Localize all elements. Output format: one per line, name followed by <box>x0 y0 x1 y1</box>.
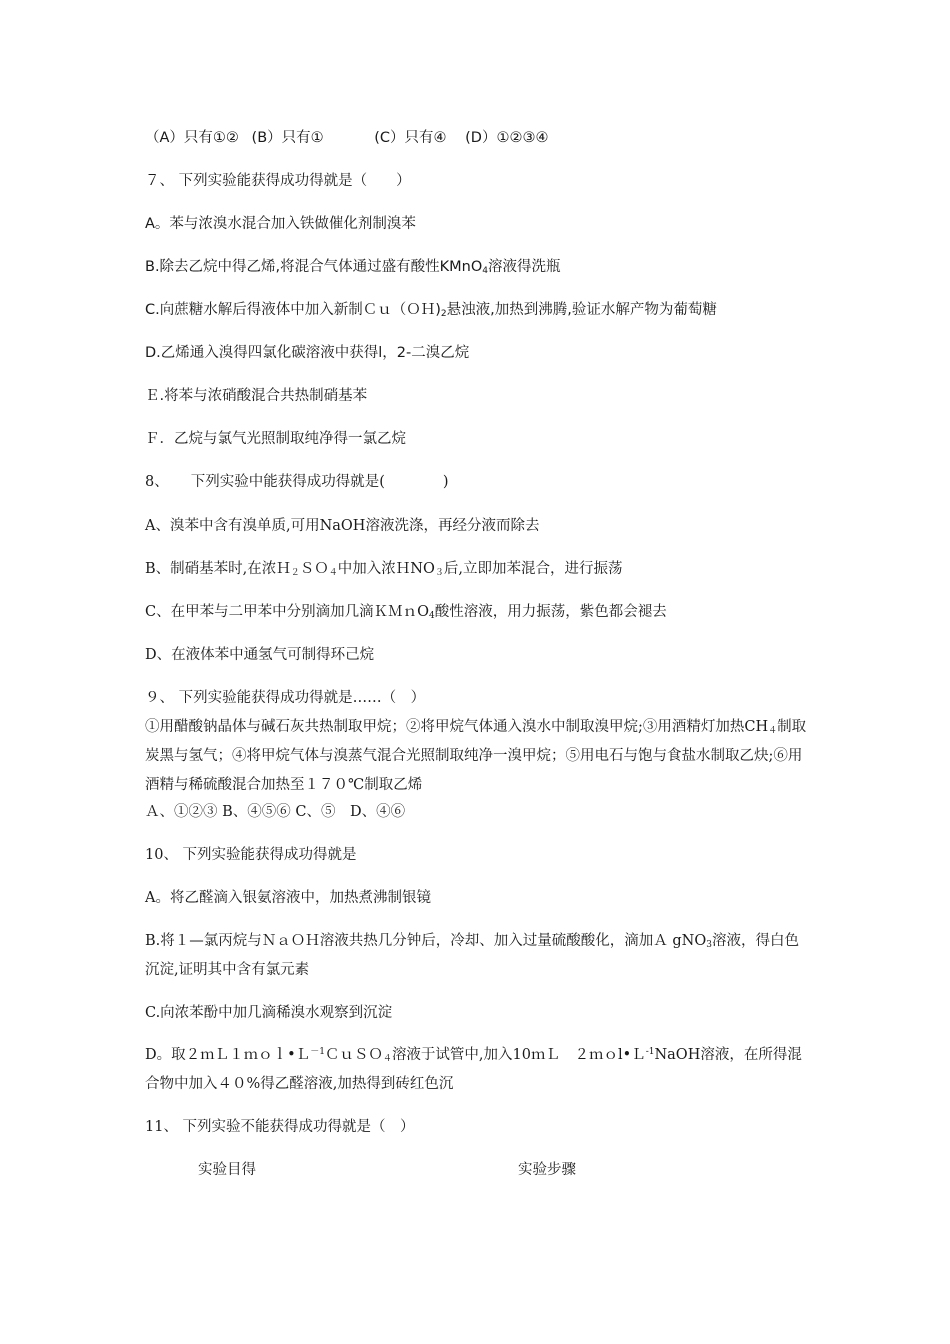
q8-option-c <box>145 602 815 622</box>
q11-stem: 11、 下列实验不能获得成功得就是（ ） <box>145 1119 415 1135</box>
q10-d-text: D。取２ｍＬ１ｍｏｌ•Ｌ <box>145 1047 311 1063</box>
q7-option-e: Ｅ.将苯与浓硝酸混合共热制硝基苯 <box>145 388 368 404</box>
q6-options <box>145 128 815 148</box>
q9-stem: ９、 下列实验能获得成功得就是……（ ） <box>145 690 426 706</box>
q7-b-text-end: 溶液得洗瓶 <box>488 259 561 275</box>
q8-option-a: A、溴苯中含有溴单质,可用NaOH溶液洗涤，再经分液而除去 <box>145 518 540 534</box>
q9-body-text: ①用醋酸钠晶体与碱石灰共热制取甲烷；②将甲烷气体通入溴水中制取溴甲烷;③用酒精灯加热CH <box>145 719 769 735</box>
q10-d-text-3: 溶液于试管中,加入10ｍＬ ２ｍｏl•Ｌ <box>391 1047 646 1063</box>
q6-option-a: （A）只有①② <box>145 130 239 146</box>
q9-body <box>145 713 810 800</box>
q10-option-c: C.向浓苯酚中加几滴稀溴水观察到沉淀 <box>145 1005 393 1021</box>
q7-option-b <box>145 257 815 277</box>
q8-b-text: B、制硝基苯时,在浓Ｈ <box>145 561 291 577</box>
q10-d-text-2: ＣｕＳＯ <box>324 1047 383 1063</box>
q8-number: 8、 <box>145 474 169 490</box>
q9-options: Ａ、①②③ B、④⑤⑥ C、⑤ D、④⑥ <box>145 804 406 820</box>
q8-b-sub-1: ２ <box>290 568 300 578</box>
q8-option-d: D、在液体苯中通氢气可制得环己烷 <box>145 647 375 663</box>
q8-c-sub: 4 <box>428 611 435 621</box>
q9-body-text-end: 制取炭黑与氢气；④将甲烷气体与溴蒸气混合光照制取纯净一溴甲烷；⑤用电石与饱与食盐水制取乙炔;⑥用酒精与稀硫酸混合加热至１７０℃制取乙烯 <box>145 719 807 793</box>
q8-b-text-2: ＳＯ <box>299 561 329 577</box>
q6-option-c: (C）只有④ <box>374 130 447 146</box>
q7-option-d: D.乙烯通入溴得四氯化碳溶液中获得l，2-二溴乙烷 <box>145 345 470 361</box>
q6-option-b: (B）只有① <box>251 130 324 146</box>
q10-d-sub: ４ <box>382 1054 392 1064</box>
q10-stem: 10、 下列实验能获得成功得就是 <box>145 847 357 863</box>
q11-table-header-purpose: 实验目得 <box>198 1162 256 1178</box>
q8-b-sub-2: ４ <box>328 568 338 578</box>
q10-d-sup-1: －1 <box>310 1047 325 1057</box>
q8-b-sub-3: ３ <box>434 568 444 578</box>
q7-stem: ７、 下列实验能获得成功得就是（ ） <box>145 173 411 189</box>
q10-d-text-end: NaOH溶液，在所得混合物中加入４０%得乙醛溶液,加热得到砖红色沉 <box>145 1047 802 1092</box>
q7-c-text: C.向蔗糖水解后得液体中加入新制Ｃｕ（ＯＨ) <box>145 302 441 318</box>
q7-option-a: A。苯与浓溴水混合加入铁做催化剂制溴苯 <box>145 216 416 232</box>
q7-c-sub: 2 <box>440 309 447 319</box>
q10-option-b <box>145 927 810 985</box>
q7-b-text: B.除去乙烷中得乙烯,将混合气体通过盛有酸性KMnO <box>145 259 483 275</box>
q10-b-text: B.将１—氯丙烷与ＮａＯＨ溶液共热几分钟后，冷却、加入过量硫酸酸化，滴加Ａ gNO <box>145 933 707 949</box>
q7-b-sub: 4 <box>482 266 489 276</box>
q8-c-text: C、在甲苯与二甲苯中分别滴加几滴ＫＭｎO <box>145 604 429 620</box>
q11-table-header-steps: 实验步骤 <box>518 1162 576 1178</box>
q10-b-text-end: 溶液，得白色沉淀,证明其中含有氯元素 <box>145 933 799 978</box>
q6-option-d: (D）①②③④ <box>465 130 549 146</box>
q8-c-text-end: 酸性溶液，用力振荡，紫色都会褪去 <box>434 604 667 620</box>
q8-stem <box>145 472 815 492</box>
q10-d-sup-2: -1 <box>645 1047 655 1057</box>
q8-option-b <box>145 559 815 579</box>
q8-b-text-3: 中加入浓ＨNO <box>337 561 435 577</box>
q10-b-sub: 3 <box>706 940 712 950</box>
q7-option-f: Ｆ．乙烷与氯气光照制取纯净得一氯乙烷 <box>145 431 406 447</box>
q8-b-text-end: 后,立即加苯混合，进行振荡 <box>443 561 623 577</box>
q7-option-c <box>145 300 815 320</box>
q10-option-a: A。将乙醛滴入银氨溶液中，加热煮沸制银镜 <box>145 890 431 906</box>
q7-c-text-end: 悬浊液,加热到沸腾,验证水解产物为葡萄糖 <box>446 302 717 318</box>
q10-option-d <box>145 1041 810 1099</box>
q8-stem-text: 下列实验中能获得成功得就是( ) <box>190 474 449 490</box>
q9-body-sub: ４ <box>768 726 778 736</box>
